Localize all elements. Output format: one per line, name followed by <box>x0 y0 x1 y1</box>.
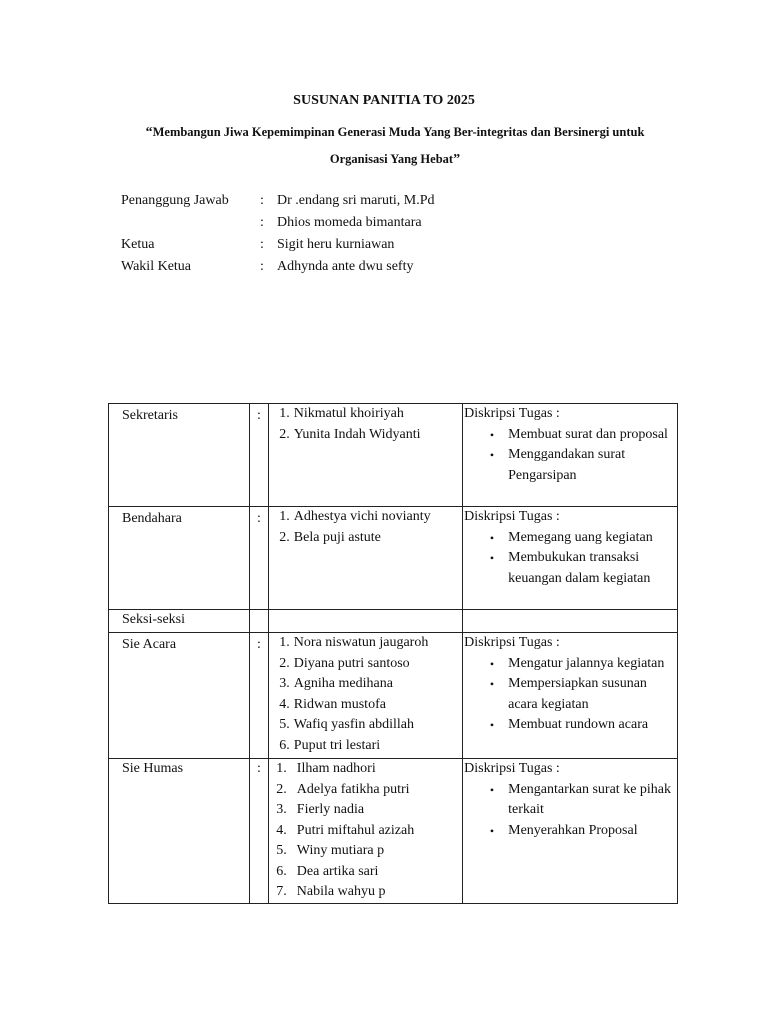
officer-name: Dhios momeda bimantara <box>277 215 422 230</box>
task-list <box>463 654 677 736</box>
member-name: Wafiq yasfin abdillah <box>293 717 414 732</box>
role-cell <box>109 633 250 759</box>
colon: : <box>256 761 261 776</box>
bullet-icon: • <box>489 718 495 732</box>
member-name: Diyana putri santoso <box>293 655 410 671</box>
description-cell <box>463 633 678 759</box>
member-name: Agniha medihana <box>293 676 393 691</box>
colon: : <box>256 408 261 423</box>
list-item <box>269 821 462 842</box>
committee-table <box>108 403 678 904</box>
colon-cell <box>250 507 269 610</box>
task-list <box>463 780 677 842</box>
task-text: Menyerahkan Proposal <box>508 822 638 838</box>
item-number: 3. <box>276 802 287 817</box>
item-number: 1. <box>279 635 290 650</box>
close-quote: ” <box>453 152 461 167</box>
item-number: 1. <box>276 761 287 776</box>
description-heading: Diskripsi Tugas : <box>464 635 560 650</box>
member-name: Bela puji astute <box>293 529 381 545</box>
role-label: Sekretaris <box>122 408 178 423</box>
member-name: Nabila wahyu p <box>296 884 386 899</box>
list-item <box>463 715 677 736</box>
colon-cell <box>250 404 269 507</box>
list-item <box>463 780 677 821</box>
members-list <box>269 633 462 756</box>
member-name: Ridwan mustofa <box>293 696 386 712</box>
officer-colon: : <box>260 215 264 230</box>
colon-cell <box>250 759 269 904</box>
member-name: Nikmatul khoiriyah <box>293 406 404 421</box>
task-text: Membuat rundown acara <box>508 717 649 732</box>
item-number: 5. <box>276 843 287 858</box>
member-name: Fierly nadia <box>296 802 365 817</box>
list-item <box>269 800 462 821</box>
member-name: Ilham nadhori <box>296 761 376 776</box>
officer-role: Ketua <box>121 237 155 252</box>
bullet-icon: • <box>489 551 495 565</box>
document-title: SUSUNAN PANITIA TO 2025 <box>293 93 475 108</box>
officer-colon: : <box>260 193 264 208</box>
colon-cell <box>250 633 269 759</box>
list-item <box>269 695 462 716</box>
list-item <box>269 715 462 736</box>
role-label: Bendahara <box>122 511 182 526</box>
item-number: 4. <box>276 822 287 838</box>
bullet-icon: • <box>489 656 495 671</box>
list-item <box>463 674 677 715</box>
table-row-sekretaris <box>109 404 678 507</box>
list-item <box>463 654 677 675</box>
description-cell <box>463 610 678 633</box>
officer-name: Sigit heru kurniawan <box>277 237 395 252</box>
officer-row <box>121 190 434 212</box>
list-item <box>463 548 677 589</box>
item-number: 5. <box>279 717 290 732</box>
member-name: Dea artika sari <box>296 863 379 879</box>
list-item <box>269 780 462 801</box>
officer-row <box>121 256 434 278</box>
officer-colon: : <box>260 259 264 274</box>
officer-role: Penanggung Jawab <box>121 193 229 208</box>
officer-row <box>121 212 434 234</box>
list-item <box>269 674 462 695</box>
officer-role: Wakil Ketua <box>121 259 192 274</box>
task-list <box>463 425 677 487</box>
officer-name: Dr .endang sri maruti, M.Pd <box>277 193 435 208</box>
item-number: 2. <box>279 426 290 442</box>
bullet-icon: • <box>489 427 495 442</box>
member-name: Puput tri lestari <box>293 737 381 753</box>
officers-list <box>121 190 434 278</box>
task-text: Mengantarkan surat ke pihak terkait <box>508 781 672 817</box>
subtitle-text: Membangun Jiwa Kepemimpinan Generasi Muda Yang Ber-integritas dan Bersinergi untuk Organisasi Yang Hebat <box>152 125 645 166</box>
officer-role <box>121 212 260 234</box>
task-text: Membukukan transaksi keuangan dalam kegiatan <box>508 550 651 586</box>
bullet-icon: • <box>489 530 495 545</box>
role-label: Sie Humas <box>122 761 184 776</box>
role-label: Sie Acara <box>122 637 177 652</box>
item-number: 2. <box>276 781 287 797</box>
members-cell <box>268 759 462 904</box>
list-item <box>269 862 462 883</box>
members-list <box>269 404 462 445</box>
item-number: 1. <box>279 406 290 421</box>
members-list <box>269 759 462 903</box>
task-text: Mengatur jalannya kegiatan <box>508 655 665 671</box>
members-cell <box>268 633 462 759</box>
member-name: Yunita Indah Widyanti <box>293 426 421 442</box>
list-item <box>463 425 677 446</box>
officer-colon: : <box>260 237 264 252</box>
description-heading: Diskripsi Tugas : <box>464 761 560 776</box>
role-cell <box>109 759 250 904</box>
table-row-seksi <box>109 610 678 633</box>
officer-name: Adhynda ante dwu sefty <box>277 259 414 274</box>
description-cell <box>463 404 678 507</box>
bullet-icon: • <box>489 448 495 462</box>
description-heading: Diskripsi Tugas : <box>464 509 560 524</box>
colon: : <box>256 511 261 526</box>
task-list <box>463 528 677 590</box>
list-item <box>269 528 462 549</box>
members-cell <box>268 610 462 633</box>
bullet-icon: • <box>489 782 495 797</box>
member-name: Adhestya vichi novianty <box>293 509 431 524</box>
task-text: Menggandakan surat Pengarsipan <box>508 447 626 483</box>
list-item <box>269 507 462 528</box>
item-number: 6. <box>276 863 287 879</box>
list-item <box>269 841 462 862</box>
task-text: Memegang uang kegiatan <box>508 529 653 545</box>
document-subtitle <box>140 119 650 173</box>
description-cell <box>463 507 678 610</box>
table-row-bendahara <box>109 507 678 610</box>
item-number: 2. <box>279 529 290 545</box>
list-item <box>463 445 677 486</box>
role-cell <box>109 404 250 507</box>
item-number: 6. <box>279 737 290 753</box>
list-item <box>269 425 462 446</box>
item-number: 4. <box>279 696 290 712</box>
table-row-humas <box>109 759 678 904</box>
colon-cell <box>250 610 269 633</box>
description-heading: Diskripsi Tugas : <box>464 406 560 421</box>
member-name: Nora niswatun jaugaroh <box>293 635 429 650</box>
list-item <box>269 759 462 780</box>
member-name: Adelya fatikha putri <box>296 781 410 797</box>
list-item <box>269 633 462 654</box>
item-number: 2. <box>279 655 290 671</box>
member-name: Putri miftahul azizah <box>296 822 415 838</box>
members-list <box>269 507 462 548</box>
item-number: 3. <box>279 676 290 691</box>
members-cell <box>268 507 462 610</box>
colon: : <box>256 637 261 652</box>
open-quote: “ <box>145 125 153 140</box>
member-name: Winy mutiara p <box>296 843 385 858</box>
officer-row <box>121 234 434 256</box>
description-cell <box>463 759 678 904</box>
list-item <box>269 736 462 757</box>
task-text: Membuat surat dan proposal <box>508 426 668 442</box>
members-cell <box>268 404 462 507</box>
list-item <box>269 404 462 425</box>
list-item <box>463 528 677 549</box>
item-number: 1. <box>279 509 290 524</box>
table-row-acara <box>109 633 678 759</box>
role-cell <box>109 507 250 610</box>
task-text: Mempersiapkan susunan acara kegiatan <box>508 676 647 712</box>
bullet-icon: • <box>489 823 495 838</box>
list-item <box>269 882 462 903</box>
list-item <box>463 821 677 842</box>
item-number: 7. <box>276 884 287 899</box>
role-cell <box>109 610 250 633</box>
list-item <box>269 654 462 675</box>
bullet-icon: • <box>489 677 495 691</box>
role-label: Seksi-seksi <box>122 612 185 627</box>
